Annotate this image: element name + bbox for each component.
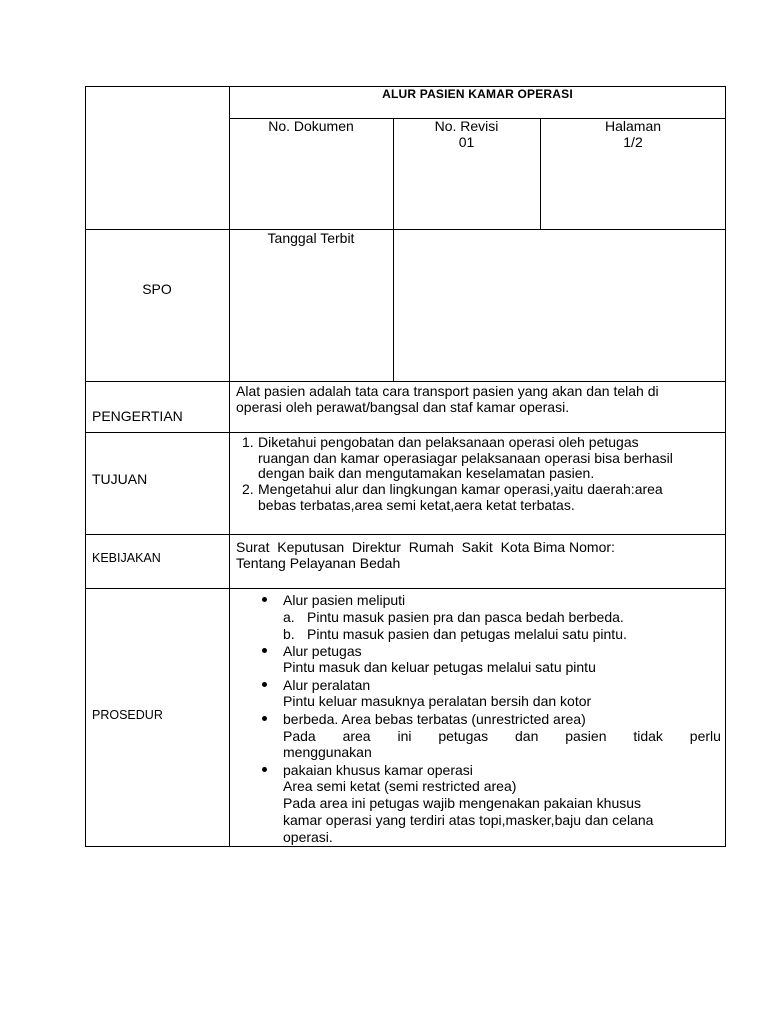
prosedur-bullet-5: pakaian khusus kamar operasi [283, 762, 473, 778]
border-pengertian-bottom [85, 432, 726, 433]
prosedur-label: PROSEDUR [92, 708, 163, 722]
word: Pada [283, 728, 316, 744]
tujuan-item-2-line-2: bebas terbatas,area semi ketat,aera ketat terbatas. [258, 497, 575, 513]
halaman-label: Halaman [604, 118, 662, 134]
halaman-value: 1/2 [623, 134, 643, 150]
no-revisi-label: No. Revisi [434, 118, 499, 134]
word: petugas [438, 728, 489, 744]
tujuan-item-1-line-1: Diketahui pengobatan dan pelaksanaan operasi oleh petugas [258, 434, 639, 450]
prosedur-bullet-5-line-2: Area semi ketat (semi restricted area) [283, 778, 517, 794]
prosedur-bullet-5-line-5: operasi. [283, 829, 333, 845]
tujuan-item-1-line-3: dengan baik dan mengutamakan keselamatan pasien. [258, 465, 595, 481]
no-revisi-value: 01 [458, 134, 475, 150]
border-bottom [85, 846, 726, 847]
bullet-marker [262, 597, 267, 602]
kebijakan-line-2: Tentang Pelayanan Bedah [236, 555, 401, 571]
word: ini [397, 728, 412, 744]
prosedur-bullet-4: berbeda. Area bebas terbatas (unrestricted area) [283, 711, 586, 727]
prosedur-bullet-1: Alur pasien meliputi [283, 592, 406, 608]
kebijakan-line-1: Surat Keputusan Direktur Rumah Sakit Kota Bima Nomor: [236, 539, 615, 555]
border-label-col [229, 86, 230, 847]
bullet-marker [262, 716, 267, 721]
prosedur-bullet-2: Alur petugas [283, 643, 362, 659]
word: pasien [565, 728, 607, 744]
spo-label: SPO [142, 281, 172, 297]
border-kebijakan-bottom [85, 588, 726, 589]
document-title: ALUR PASIEN KAMAR OPERASI [382, 87, 573, 101]
bullet-marker [262, 648, 267, 653]
word: area [342, 728, 371, 744]
prosedur-bullet-5-line-4: kamar operasi yang terdiri atas topi,masker,baju dan celana [283, 812, 654, 828]
prosedur-bullet-3-text: Pintu keluar masuknya peralatan bersih dan kotor [283, 693, 592, 709]
word: perlu [689, 728, 721, 744]
border-row1-bottom [85, 229, 726, 230]
border-revisi-left [393, 118, 394, 382]
prosedur-sub-a-marker: a. [283, 609, 295, 625]
pengertian-line-2: operasi oleh perawat/bangsal dan staf kamar operasi. [236, 399, 570, 415]
word: dan [515, 728, 539, 744]
border-spo-bottom [85, 381, 726, 382]
prosedur-bullet-5-line-3: Pada area ini petugas wajib mengenakan pakaian khusus [283, 795, 642, 811]
tujuan-item-2-line-1: Mengetahui alur dan lingkungan kamar operasi,yaitu daerah:area [258, 481, 663, 497]
bullet-marker [262, 767, 267, 772]
pengertian-line-1: Alat pasien adalah tata cara transport pasien yang akan dan telah di [236, 383, 659, 399]
prosedur-sub-a: Pintu masuk pasien pra dan pasca bedah berbeda. [307, 609, 624, 625]
tujuan-item-1-number: 1. [242, 434, 254, 450]
word: tidak [633, 728, 663, 744]
prosedur-sub-b: Pintu masuk pasien dan petugas melalui satu pintu. [307, 626, 627, 642]
border-right [725, 86, 726, 847]
no-dokumen-label: No. Dokumen [268, 118, 354, 134]
tujuan-item-1-line-2: ruangan dan kamar operasiagar pelaksanaan operasi bisa berhasil [258, 450, 673, 466]
pengertian-label: PENGERTIAN [92, 408, 183, 424]
tujuan-item-2-number: 2. [242, 481, 254, 497]
border-tujuan-bottom [85, 534, 726, 535]
tanggal-terbit-label: Tanggal Terbit [267, 230, 355, 246]
prosedur-sub-b-marker: b. [283, 626, 295, 642]
prosedur-bullet-3: Alur peralatan [283, 677, 371, 693]
bullet-marker [262, 682, 267, 687]
prosedur-bullet-2-text: Pintu masuk dan keluar petugas melalui satu pintu [283, 659, 596, 675]
prosedur-bullet-4-spread-line [283, 728, 721, 744]
prosedur-bullet-4-tail: menggunakan [283, 744, 372, 760]
border-left [85, 86, 86, 847]
kebijakan-label: KEBIJAKAN [92, 551, 161, 565]
tujuan-label: TUJUAN [92, 471, 148, 487]
